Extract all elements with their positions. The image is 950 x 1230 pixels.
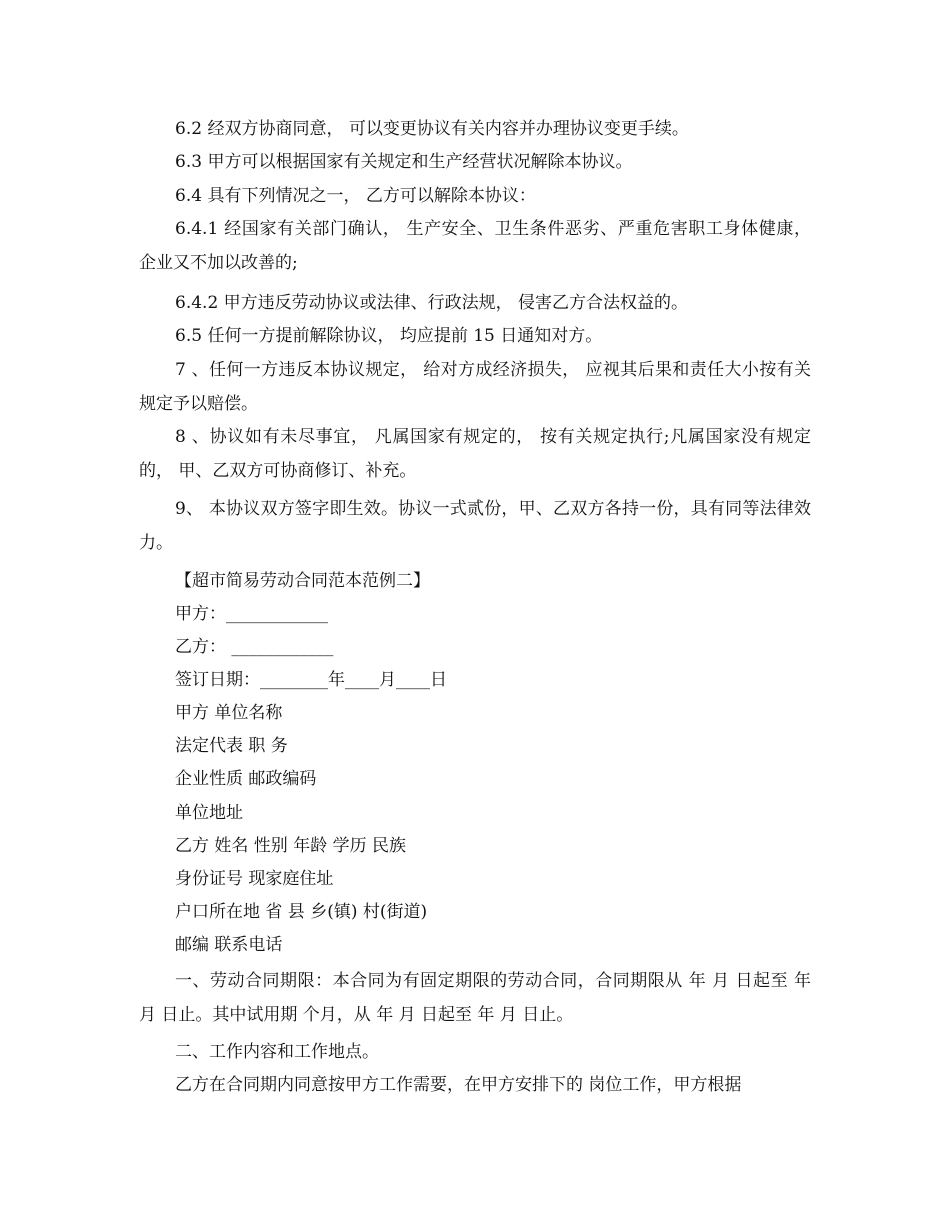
employer-name-line: 甲方 单位名称 — [175, 703, 283, 723]
postcode-phone-line: 邮编 联系电话 — [175, 935, 283, 955]
id-address-line: 身份证号 现家庭住址 — [175, 869, 334, 889]
employer-address-line: 单位地址 — [175, 803, 243, 823]
legal-rep-line: 法定代表 职 务 — [175, 736, 288, 756]
clause-9: 9、 本协议双方签字即生效。协议一式贰份，甲、乙双方各持一份，具有同等法律效力。 — [139, 499, 811, 553]
clause-6-2: 6.2 经双方协商同意， 可以变更协议有关内容并办理协议变更手续。 — [175, 119, 689, 139]
enterprise-type-line: 企业性质 邮政编码 — [175, 769, 317, 789]
clause-6-5: 6.5 任何一方提前解除协议， 均应提前 15 日通知对方。 — [175, 326, 603, 346]
clause-8: 8 、协议如有未尽事宜， 凡属国家有规定的， 按有关规定执行;凡属国家没有规定的， 甲、乙双方可协商修订、补充。 — [139, 427, 811, 481]
work-content-clause: 乙方在合同期内同意按甲方工作需要，在甲方安排下的 岗位工作，甲方根据 — [175, 1075, 742, 1095]
contract-term-clause: 一、劳动合同期限：本合同为有固定期限的劳动合同，合同期限从 年 月 日起至 年 月 日止。其中试用期 个月，从 年 月 日起至 年 月 日止。 — [139, 971, 811, 1025]
party-b-line: 乙方： ____________ — [175, 637, 334, 657]
clause-6-3: 6.3 甲方可以根据国家有关规定和生产经营状况解除本协议。 — [175, 152, 633, 172]
clause-6-4-2: 6.4.2 甲方违反劳动协议或法律、行政法规， 侵害乙方合法权益的。 — [175, 293, 689, 313]
household-registration-line: 户口所在地 省 县 乡(镇) 村(街道) — [175, 902, 428, 922]
clause-7: 7 、任何一方违反本协议规定， 给对方成经济损失， 应视其后果和责任大小按有关规定予以赔偿。 — [139, 360, 811, 414]
signing-date-line: 签订日期：________年____月____日 — [175, 670, 447, 690]
section-heading: 【超市简易劳动合同范本范例二】 — [175, 571, 430, 591]
party-a-line: 甲方：____________ — [175, 604, 328, 624]
clause-6-4-1: 6.4.1 经国家有关部门确认， 生产安全、卫生条件恶劣、严重危害职工身体健康， 企业又不加以改善的; — [139, 219, 811, 273]
work-content-heading: 二、工作内容和工作地点。 — [175, 1042, 379, 1062]
employee-info-line: 乙方 姓名 性别 年龄 学历 民族 — [175, 836, 407, 856]
clause-6-4: 6.4 具有下列情况之一， 乙方可以解除本协议： — [175, 186, 536, 206]
